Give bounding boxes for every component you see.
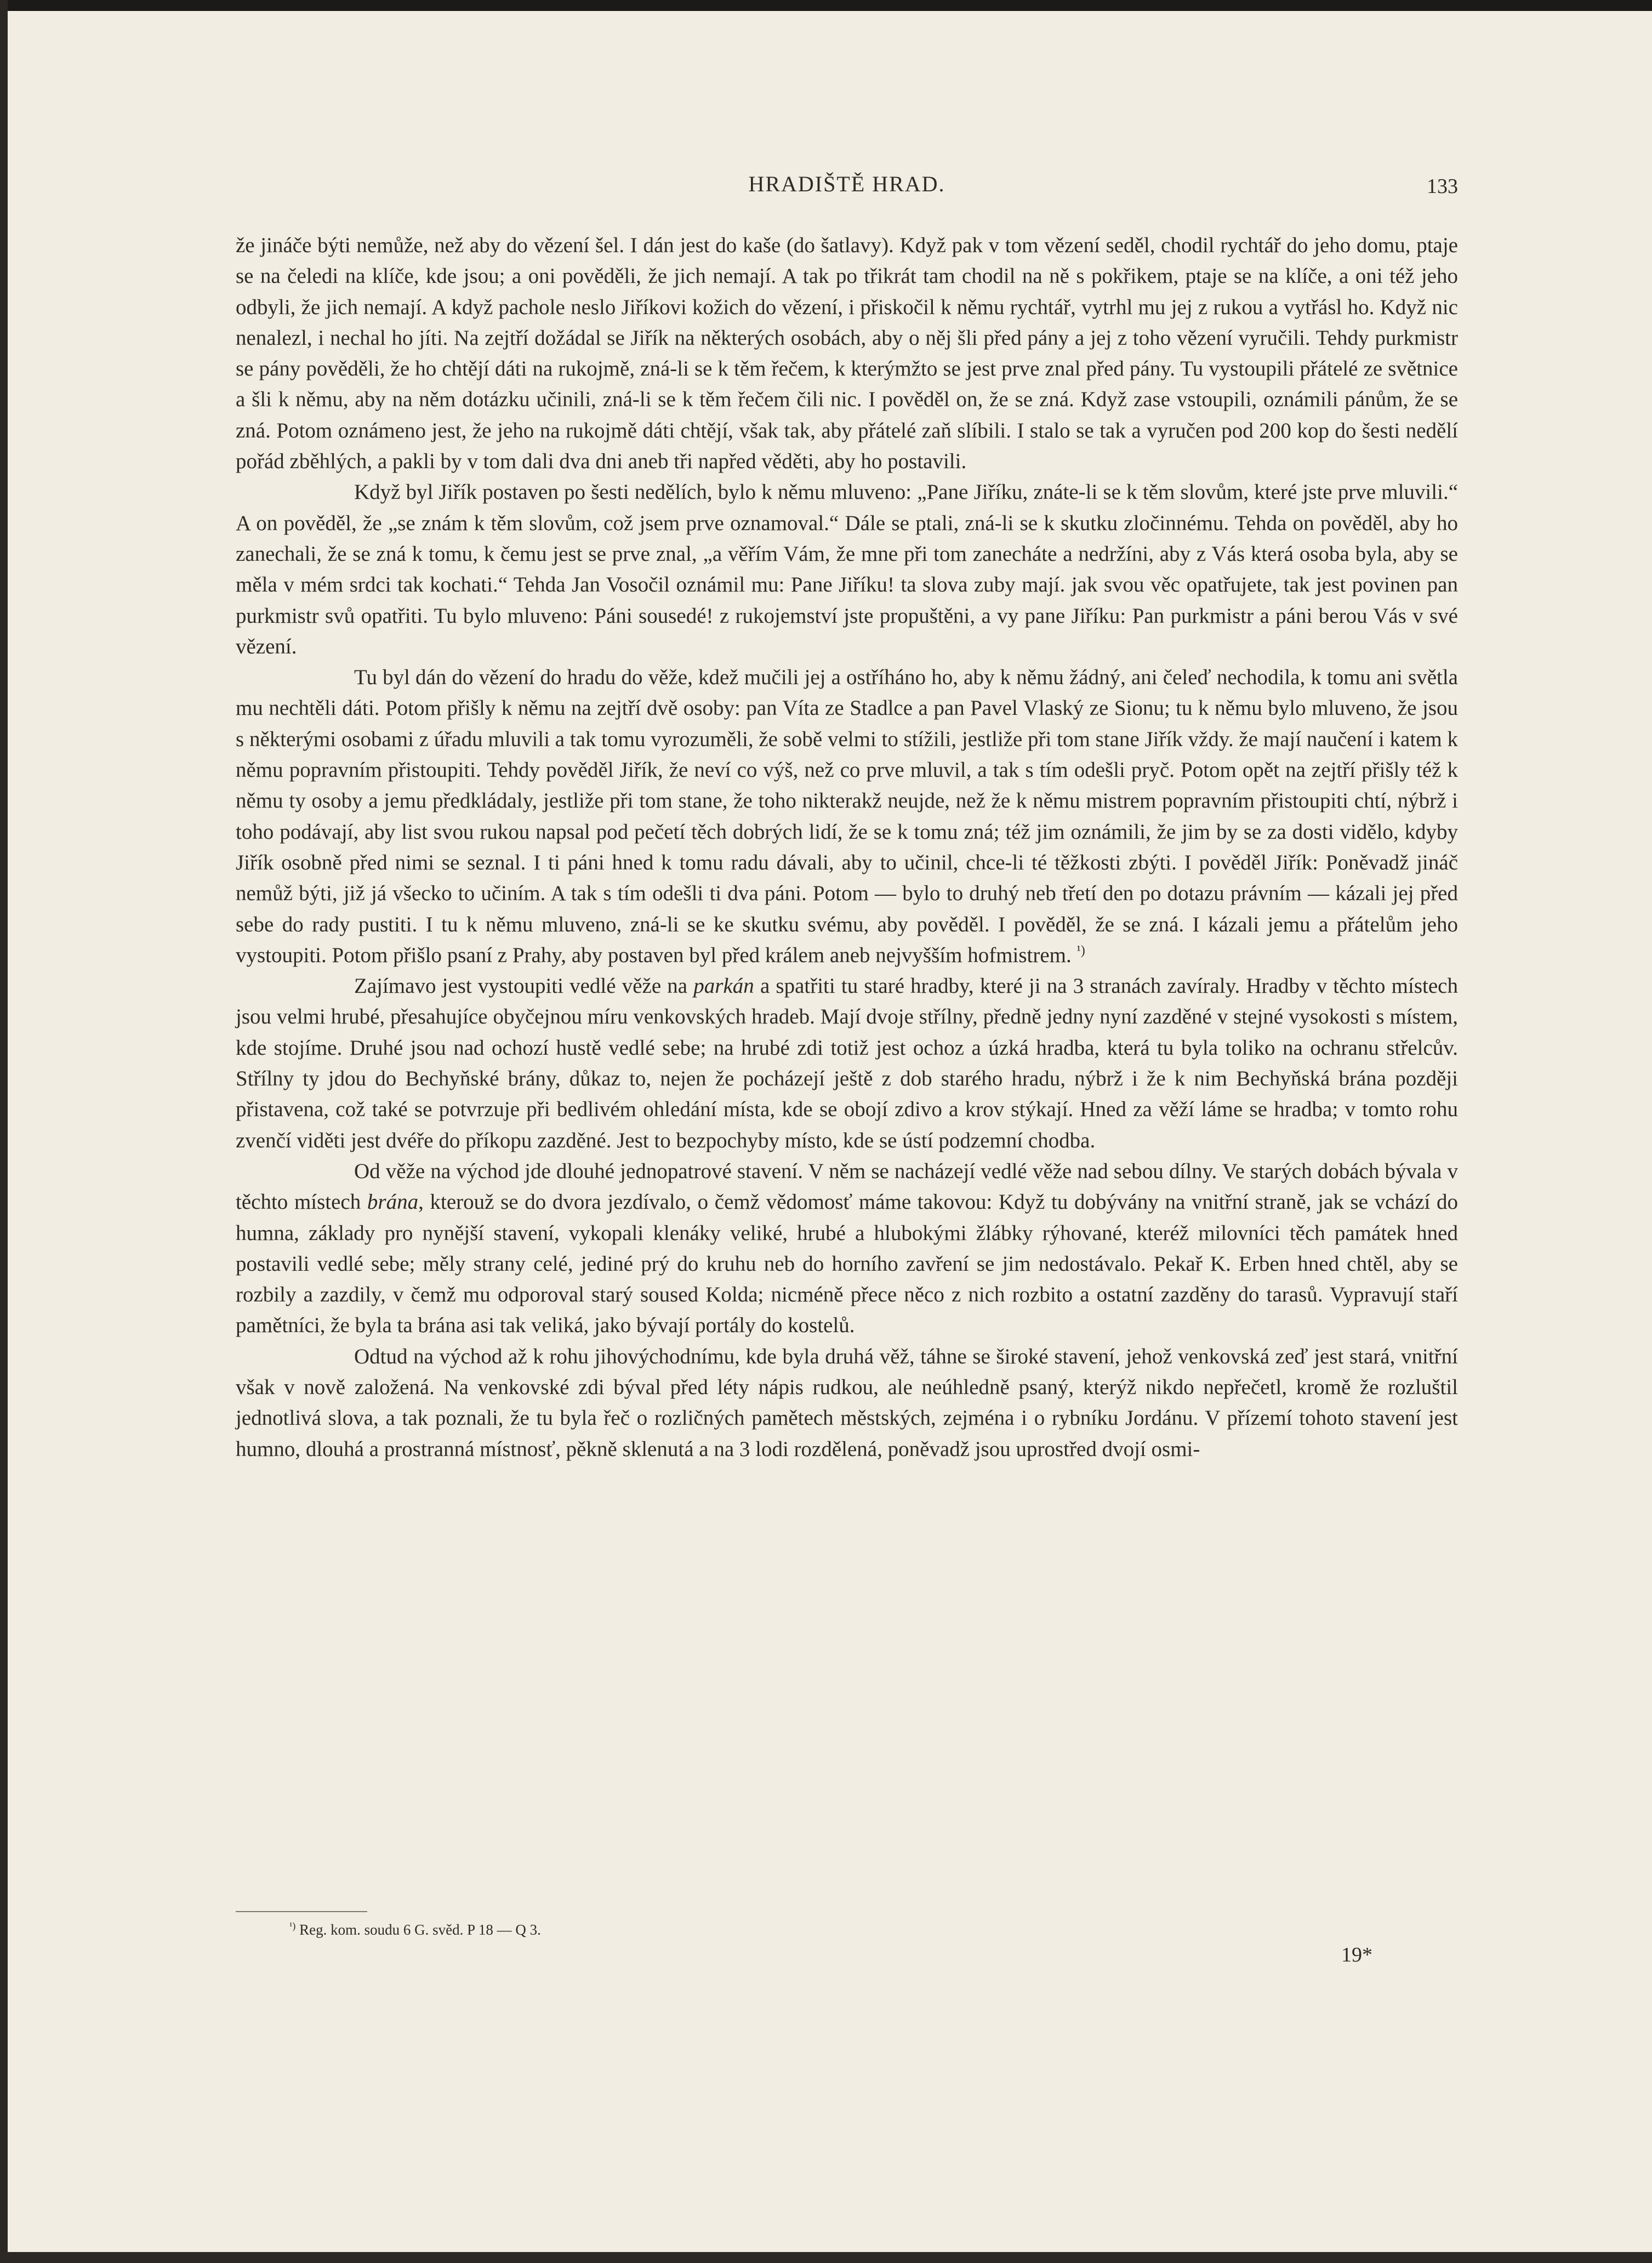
- paragraph-5-text-b: , kterouž se do dvora jezdívalo, o čemž vědomosť máme takovou: Když tu dobývány na vnitřní straně, jak se vchází do humna, základy pro nynější stavení, vykopali klenáky veliké, hrubé a hlubokými žlábky rýhované, kteréž milovníci těch památek hned postavili vedlé sebe; měly strany celé, jediné prý do kruhu neb do horního zavření se jim nedostávalo. Pekař K. Erben hned chtěl, aby se rozbily a zazdily, v čemž mu odporoval starý soused Kolda; nicméně přece něco z nich rozbito a ostatní zazděny do tarasů. Vypravují staří pamětníci, že byla ta brána asi tak veliká, jako bývají portály do kostelů.: [236, 1190, 1458, 1338]
- footnote-mark: ¹): [289, 1920, 296, 1931]
- paragraph-3: [236, 662, 1458, 971]
- scan-bottom-edge: [0, 2252, 1652, 2263]
- paragraph-5: [236, 1156, 1458, 1341]
- paragraph-4: [236, 971, 1458, 1156]
- paragraph-5-text-a: Od věže na východ jde dlouhé jednopatrové stavení. V něm se nacházejí vedlé věže nad sebou dílny. Ve starých dobách bývala v těchto místech: [236, 1159, 1458, 1214]
- scan-left-edge: [0, 0, 8, 2263]
- footnote-reference: ¹): [1076, 943, 1085, 958]
- paragraph-5-italic-term: brána: [367, 1190, 419, 1214]
- paragraph-6: Odtud na východ až k rohu jihovýchodnímu, kde byla druhá věž, táhne se široké stavení, jehož venkovská zeď jest stará, vnitřní však v nově založená. Na venkovské zdi býval před léty nápis rudkou, ale neúhledně psaný, kterýž nikdo nepřečetl, kromě že rozluštil jednotlivá slova, a tak poznali, že tu byla řeč o rozličných pamětech městských, zejména i o rybníku Jordánu. V přízemí tohoto stavení jest humno, dlouhá a prostranná místnosť, pěkně sklenutá a na 3 lodi rozdělená, poněvadž jsou uprostřed dvojí osmi-: [236, 1344, 1458, 1461]
- footnote-text: Reg. kom. soudu 6 G. svěd. P 18 — Q 3.: [299, 1921, 541, 1938]
- paragraph-4-text-b: a spatřiti tu staré hradby, které ji na 3 stranách zavíraly. Hradby v těchto místech jsou velmi hrubé, přesahujíce obyčejnou míru venkovských hradeb. Mají dvoje střílny, předně jedny nyní zazděné v stejné vysokosti s místem, kde stojíme. Druhé jsou nad ochozí hustě vedlé sebe; na hrubé zdi totiž jest ochoz a úzká hradba, která tu byla toliko na ochranu střelcův. Střílny ty jdou do Bechyňské brány, důkaz to, nejen že pocházejí ještě z dob starého hradu, nýbrž i že k nim Bechyňská brána později přistavena, což také se potvrzuje při bedlivém ohledání místa, kde se obojí zdivo a krov stýkají. Hned za věží láme se hradba; v tomto rohu zvenčí viděti jest dvéře do příkopu zazděné. Jest to bezpochyby místo, kde se ústí podzemní chodba.: [236, 974, 1458, 1152]
- scan-top-edge: [0, 0, 1652, 11]
- page-number: 133: [1427, 175, 1458, 198]
- paragraph-4-text-a: Zajímavo jest vystoupiti vedlé věže na: [354, 974, 694, 998]
- footnote-divider: [236, 1911, 367, 1912]
- paragraph-4-italic-term: parkán: [693, 974, 754, 998]
- paragraph-3-text: Tu byl dán do vězení do hradu do věže, kdež mučili jej a ostříháno ho, aby k němu žádný, ani čeleď nechodila, k tomu ani světla mu nechtěli dáti. Potom přišly k němu na zejtří dvě osoby: pan Víta ze Stadlce a pan Pavel Vlaský ze Sionu; tu k němu bylo mluveno, že jsou s některými osobami z úřadu mluvili a tak tomu vyrozuměli, že sobě velmi to stížili, jestliže při tom stane Jiřík vždy. že mají naučení i katem k němu popravním přistoupiti. Tehdy pověděl Jiřík, že neví co výš, než co prve mluvil, a tak s tím odešli pryč. Potom opět na zejtří přišly též k němu ty osoby a jemu předkládaly, jestliže při tom stane, že toho nikterakž neujde, než že k němu mistrem popravním přistoupiti chtí, nýbrž i toho podávají, aby list svou rukou napsal pod pečetí těch dobrých lidí, že se k tomu zná; též jim oznámili, že jim by se za dosti vidělo, kdyby Jiřík osobně před nimi se seznal. I ti páni hned k tomu radu dávali, aby to učinil, chce-li té těžkosti zbýti. I pověděl Jiřík: Poněvadž jináč nemůž býti, již já všecko to učiním. A tak s tím odešli ti dva páni. Potom — bylo to druhý neb třetí den po dotazu právním — kázali jej před sebe do rady pustiti. I tu k němu mluveno, zná-li se ke skutku svému, aby pověděl. I pověděl, že se zná. I kázali jemu a přátelům jeho vystoupiti. Potom přišlo psaní z Prahy, aby postaven byl před králem aneb nejvyšším hofmistrem.: [236, 666, 1458, 967]
- main-text: [236, 230, 1458, 1465]
- signature-mark: 19*: [1341, 1943, 1372, 1966]
- running-title: HRADIŠTĚ HRAD.: [748, 172, 945, 196]
- paragraph-1: že jináče býti nemůže, než aby do vězení šel. I dán jest do kaše (do šatlavy). Když pak v tom vězení seděl, chodil rychtář do jeho domu, ptaje se na čeledi na klíče, kde jsou; a oni pověděli, že jich nemají. A tak po třikrát tam chodil na ně s pokřikem, ptaje se na klíče, a oni též jeho odbyli, že jich nemají. A když pachole neslo Jiříkovi kožich do vězení, i přiskočil k němu rychtář, vytrhl mu jej z rukou a vytřásl ho. Když nic nenalezl, i nechal ho jíti. Na zejtří dožádal se Jiřík na některých osobách, aby o něj šli před pány a jej z toho vězení vyručili. Tehdy purkmistr se pány pověděli, že ho chtějí dáti na rukojmě, zná-li se k těm řečem, k kterýmžto se jest prve znal před pány. Tu vystoupili přátelé ze světnice a šli k němu, aby na něm dotázku učinili, zná-li se k těm řečem čili nic. I pověděl on, že se zná. Když zase vstoupili, oznámili pánům, že se zná. Potom oznámeno jest, že jeho na rukojmě dáti chtějí, však tak, aby přátelé zaň slíbili. I stalo se tak a vyručen pod 200 kop do šesti nedělí pořád zběhlých, a pakli by v tom dali dva dni aneb tři napřed věděti, aby ho postavili.: [236, 234, 1458, 474]
- paragraph-2: Když byl Jiřík postaven po šesti nedělích, bylo k němu mluveno: „Pane Jiříku, znáte-li se k těm slovům, které jste prve mluvili.“ A on pověděl, že „se znám k těm slovům, což jsem prve oznamoval.“ Dále se ptali, zná-li se k skutku zločinnému. Tehda on pověděl, aby ho zanechali, že se zná k tomu, k čemu jest se prve znal, „a věřím Vám, že mne při tom zanecháte a nedržíni, aby z Vás která osoba byla, aby se měla v mém srdci tak kochati.“ Tehda Jan Vosočil oznámil mu: Pane Jiříku! ta slova zuby mají. jak svou věc opatřujete, tak jest povinen pan purkmistr svů opatřiti. Tu bylo mluveno: Páni sousedé! z rukojemství jste propuštěni, a vy pane Jiříku: Pan purkmistr a páni berou Vás v své vězení.: [236, 480, 1458, 658]
- running-header: [236, 164, 1458, 197]
- footnote: [289, 1919, 1276, 1941]
